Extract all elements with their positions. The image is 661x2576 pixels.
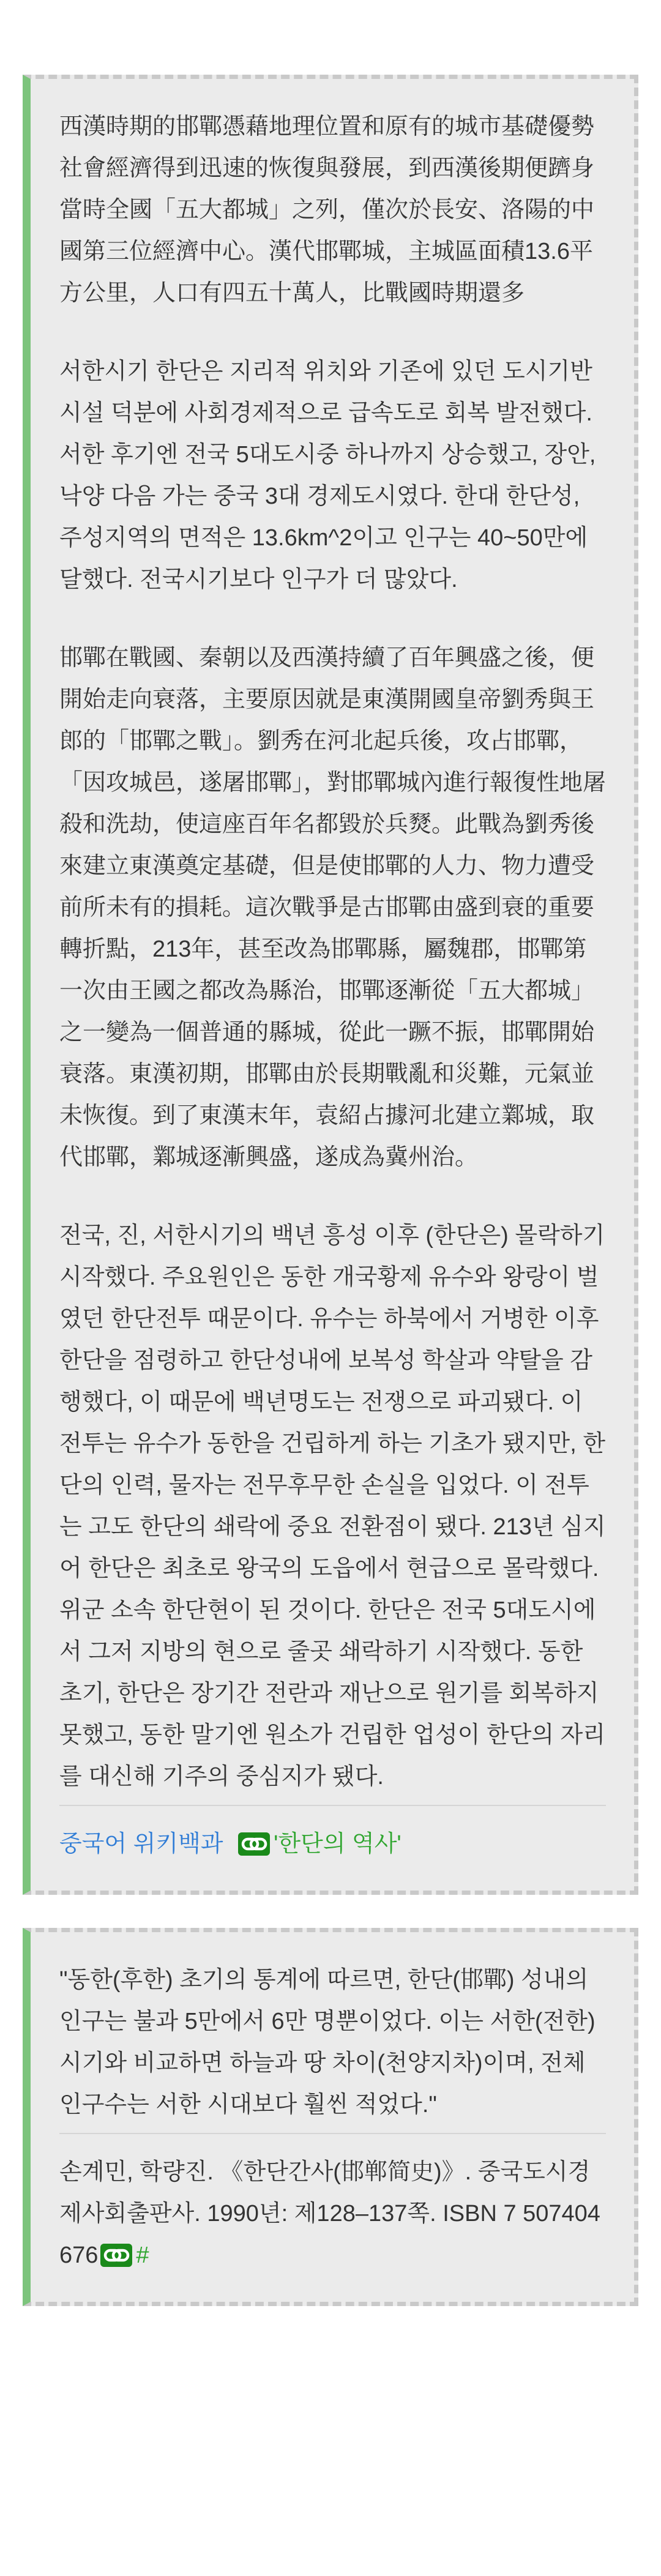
citation-row	[59, 2151, 606, 2276]
paragraph-chinese-1: 西漢時期的邯鄲憑藉地理位置和原有的城市基礎優勢社會經濟得到迅速的恢復與發展，到西漢後期便躋身當時全國「五大都城」之列，僅次於長安、洛陽的中國第三位經濟中心。漢代邯鄲城，主城區面積13.6平方公里，人口有四五十萬人，比戰國時期還多	[59, 114, 595, 306]
quote-text: "동한(후한) 초기의 통계에 따르면, 한단(邯鄲) 성내의 인구는 불과 5만에서 6만 명뿐이었다. 이는 서한(전한) 시기와 비교하면 하늘과 땅 차이(천양지차)이며, 전체 인구수는 서한 시대보다 훨씬 적었다."	[59, 1967, 596, 2118]
paragraph-korean-1: 서한시기 한단은 지리적 위치와 기존에 있던 도시기반 시설 덕분에 사회경제적으로 급속도로 회복 발전했다. 서한 후기엔 전국 5대도시중 하나까지 상승했고, 장안, 낙양 다음 가는 중국 3대 경제도시였다. 한대 한단성, 주성지역의 면적은 13.6km^2이고 인구는 40~50만에 달했다. 전국시기보다 인구가 더 많았다.	[59, 359, 596, 592]
divider	[59, 1805, 606, 1806]
quote-box-citation	[23, 1928, 638, 2306]
citation-text: 손계민, 학량진. 《한단간사(邯郸简史)》. 중국도시경제사회출판사. 1990년: 제128–137쪽. ISBN 7 507404676	[59, 2159, 600, 2268]
citation-anchor-link[interactable]: #	[136, 2242, 149, 2268]
chain-link-icon[interactable]	[238, 1832, 270, 1856]
wikipedia-source-link[interactable]: 중국어 위키백과	[59, 1831, 223, 1857]
divider	[59, 2133, 606, 2134]
article-title-link[interactable]: '한단의 역사'	[274, 1831, 401, 1857]
quote-box-main	[23, 75, 638, 1895]
paragraph-chinese-2: 邯鄲在戰國、秦朝以及西漢持續了百年興盛之後，便開始走向衰落，主要原因就是東漢開國皇帝劉秀與王郎的「邯鄲之戰」。劉秀在河北起兵後，攻占邯鄲，「因攻城邑，遂屠邯鄲」，對邯鄲城內進行報復性地屠殺和洗劫，使這座百年名都毀於兵燹。此戰為劉秀後來建立東漢奠定基礎，但是使邯鄲的人力、物力遭受前所未有的損耗。這次戰爭是古邯鄲由盛到衰的重要轉折點，213年，甚至改為邯鄲縣，屬魏郡，邯鄲第一次由王國之都改為縣治，邯鄲逐漸從「五大都城」之一變為一個普通的縣城，從此一蹶不振，邯鄲開始衰落。東漢初期，邯鄲由於長期戰亂和災難，元氣並未恢復。到了東漢末年，袁紹占據河北建立鄴城，取代邯鄲，鄴城逐漸興盛，遂成為冀州治。	[59, 645, 607, 1170]
source-link-row	[59, 1823, 606, 1865]
chain-link-icon[interactable]	[100, 2244, 132, 2267]
page	[0, 75, 661, 2306]
paragraph-korean-2: 전국, 진, 서한시기의 백년 흥성 이후 (한단은) 몰락하기 시작했다. 주요원인은 동한 개국황제 유수와 왕랑이 벌였던 한단전투 때문이다. 유수는 하북에서 거병한 이후 한단을 점령하고 한단성내에 보복성 학살과 약탈을 감행했다, 이 때문에 백년명도는 전쟁으로 파괴됐다. 이 전투는 유수가 동한을 건립하게 하는 기초가 됐지만, 한단의 인력, 물자는 전무후무한 손실을 입었다. 이 전투는 고도 한단의 쇄락에 중요 전환점이 됐다. 213년 심지어 한단은 최초로 왕국의 도읍에서 현급으로 몰락했다. 위군 소속 한단현이 된 것이다. 한단은 전국 5대도시에서 그저 지방의 현으로 줄곳 쇄락하기 시작했다. 동한 초기, 한단은 장기간 전란과 재난으로 원기를 회복하지 못했고, 동한 말기엔 원소가 건립한 업성이 한단의 자리를 대신해 기주의 중심지가 됐다.	[59, 1223, 606, 1790]
